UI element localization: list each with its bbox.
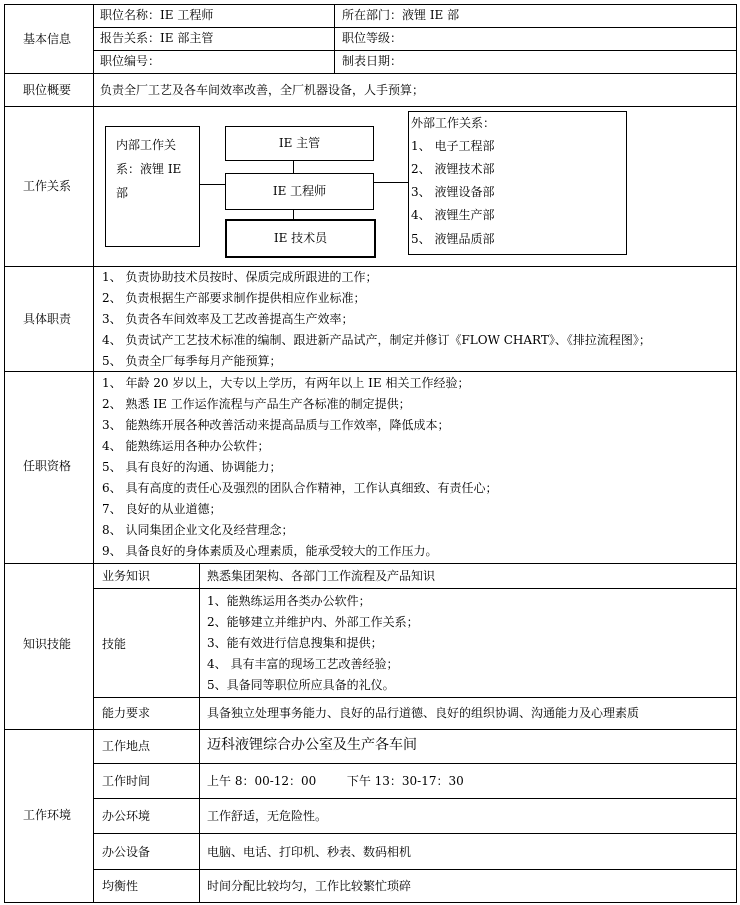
row-divider <box>93 798 737 799</box>
skills-label: 技能 <box>102 637 127 651</box>
skill-item: 4、 具有丰富的现场工艺改善经验； <box>207 657 399 671</box>
qualification-item: 5、 具有良好的沟通、协调能力； <box>102 460 282 474</box>
duties-label: 具体职责 <box>22 312 71 326</box>
row-divider <box>4 266 737 267</box>
job-code-field: 职位编号： <box>100 54 161 68</box>
ie-engineer-box <box>225 173 374 210</box>
connector-line <box>293 160 294 173</box>
office-environment-text: 工作舒适，无危险性。 <box>207 809 328 823</box>
overview-label: 职位概要 <box>22 83 71 97</box>
external-relations-title: 外部工作关系： <box>411 116 496 130</box>
basic-info-label: 基本信息 <box>22 32 71 46</box>
basic-info-column-divider <box>334 4 335 74</box>
environment-label: 工作环境 <box>22 808 71 822</box>
balance-label: 均衡性 <box>102 879 139 893</box>
connector-line <box>293 209 294 219</box>
ie-technician-label: IE 技术员 <box>273 231 328 245</box>
ie-supervisor-label: IE 主管 <box>278 136 321 150</box>
qualification-item: 3、 能熟练开展各种改善活动来提高品质与工作效率，降低成本； <box>102 418 450 432</box>
report-to-field: 报告关系：IE 部主管 <box>100 31 214 45</box>
work-location-label: 工作地点 <box>102 739 151 753</box>
qualification-item: 4、 能熟练运用各种办公软件； <box>102 439 270 453</box>
qualification-item: 1、 年龄 20 岁以上，大专以上学历，有两年以上 IE 相关工作经验； <box>102 376 470 390</box>
row-divider <box>93 588 737 589</box>
work-hours-label: 工作时间 <box>102 774 151 788</box>
ie-engineer-label: IE 工程师 <box>272 184 327 198</box>
office-equipment-label: 办公设备 <box>102 845 151 859</box>
row-divider <box>93 697 737 698</box>
business-knowledge-label: 业务知识 <box>102 569 151 583</box>
row-divider <box>4 371 737 372</box>
overview-text: 负责全厂工艺及各车间效率改善，全厂机器设备，人手预算； <box>100 83 425 97</box>
job-title-field: 职位名称：IE 工程师 <box>100 8 214 22</box>
qualification-item: 8、 认同集团企业文化及经营理念； <box>102 523 294 537</box>
duty-item: 5、 负责全厂每季每月产能预算； <box>102 354 282 368</box>
row-divider <box>93 833 737 834</box>
row-divider <box>93 869 737 870</box>
row-divider <box>4 729 737 730</box>
ability-label: 能力要求 <box>102 706 151 720</box>
balance-text: 时间分配比较均匀，工作比较繁忙琐碎 <box>207 879 412 893</box>
business-knowledge-text: 熟悉集团架构、各部门工作流程及产品知识 <box>207 569 436 583</box>
connector-line <box>374 182 408 183</box>
row-divider <box>93 763 737 764</box>
sub-label-column-divider <box>199 563 200 903</box>
row-divider <box>93 50 737 51</box>
work-location-text: 迈科液锂综合办公室及生产各车间 <box>207 737 417 753</box>
table-border-right <box>736 4 737 903</box>
external-relations-item: 1、 电子工程部 <box>411 139 495 153</box>
skill-item: 5、具备同等职位所应具备的礼仪。 <box>207 678 395 692</box>
table-border-bottom <box>4 902 737 903</box>
duty-item: 4、 负责试产工艺技术标准的编制、跟进新产品试产，制定并修订《FLOW CHART》、《排拉流程图》； <box>102 333 651 347</box>
qualification-item: 6、 具有高度的责任心及强烈的团队合作精神，工作认真细致、有责任心； <box>102 481 498 495</box>
skill-item: 3、能有效进行信息搜集和提供； <box>207 636 383 650</box>
internal-relations-line: 部 <box>116 186 129 200</box>
job-grade-field: 职位等级： <box>342 31 403 45</box>
date-field: 制表日期： <box>342 54 403 68</box>
internal-relations-line: 内部工作关 <box>116 138 177 152</box>
ie-supervisor-box <box>225 126 374 161</box>
row-divider <box>4 73 737 74</box>
duty-item: 1、 负责协助技术员按时、保质完成所跟进的工作； <box>102 270 378 284</box>
department-field: 所在部门：液锂 IE 部 <box>342 8 460 22</box>
relations-label: 工作关系 <box>22 179 71 193</box>
row-divider <box>4 106 737 107</box>
qualification-item: 7、 良好的从业道德； <box>102 502 222 516</box>
qualification-item: 9、 具备良好的身体素质及心理素质，能承受较大的工作压力。 <box>102 544 438 558</box>
external-relations-item: 5、 液锂品质部 <box>411 232 495 246</box>
qualifications-label: 任职资格 <box>22 459 71 473</box>
row-divider <box>4 563 737 564</box>
ability-text: 具备独立处理事务能力、良好的品行道德、良好的组织协调、沟通能力及心理素质 <box>207 706 640 720</box>
table-border-left <box>4 4 5 903</box>
external-relations-item: 3、 液锂设备部 <box>411 185 495 199</box>
connector-line <box>199 184 226 185</box>
skill-item: 2、能够建立并维护内、外部工作关系； <box>207 615 419 629</box>
table-border-top <box>4 4 737 5</box>
duty-item: 3、 负责各车间效率及工艺改善提高生产效率； <box>102 312 354 326</box>
work-hours-text: 上午 8：00-12：00 下午 13：30-17：30 <box>207 774 464 788</box>
label-column-divider <box>93 4 94 903</box>
office-environment-label: 办公环境 <box>102 809 151 823</box>
duty-item: 2、 负责根据生产部要求制作提供相应作业标准； <box>102 291 366 305</box>
qualification-item: 2、 熟悉 IE 工作运作流程与产品生产各标准的制定提供； <box>102 397 411 411</box>
knowledge-label: 知识技能 <box>22 637 71 651</box>
row-divider <box>93 27 737 28</box>
external-relations-item: 2、 液锂技术部 <box>411 162 495 176</box>
ie-technician-box <box>225 219 376 258</box>
skill-item: 1、能熟练运用各类办公软件； <box>207 594 371 608</box>
office-equipment-text: 电脑、电话、打印机、秒表、数码相机 <box>207 845 412 859</box>
external-relations-item: 4、 液锂生产部 <box>411 208 495 222</box>
internal-relations-line: 系：液锂 IE <box>116 162 182 176</box>
